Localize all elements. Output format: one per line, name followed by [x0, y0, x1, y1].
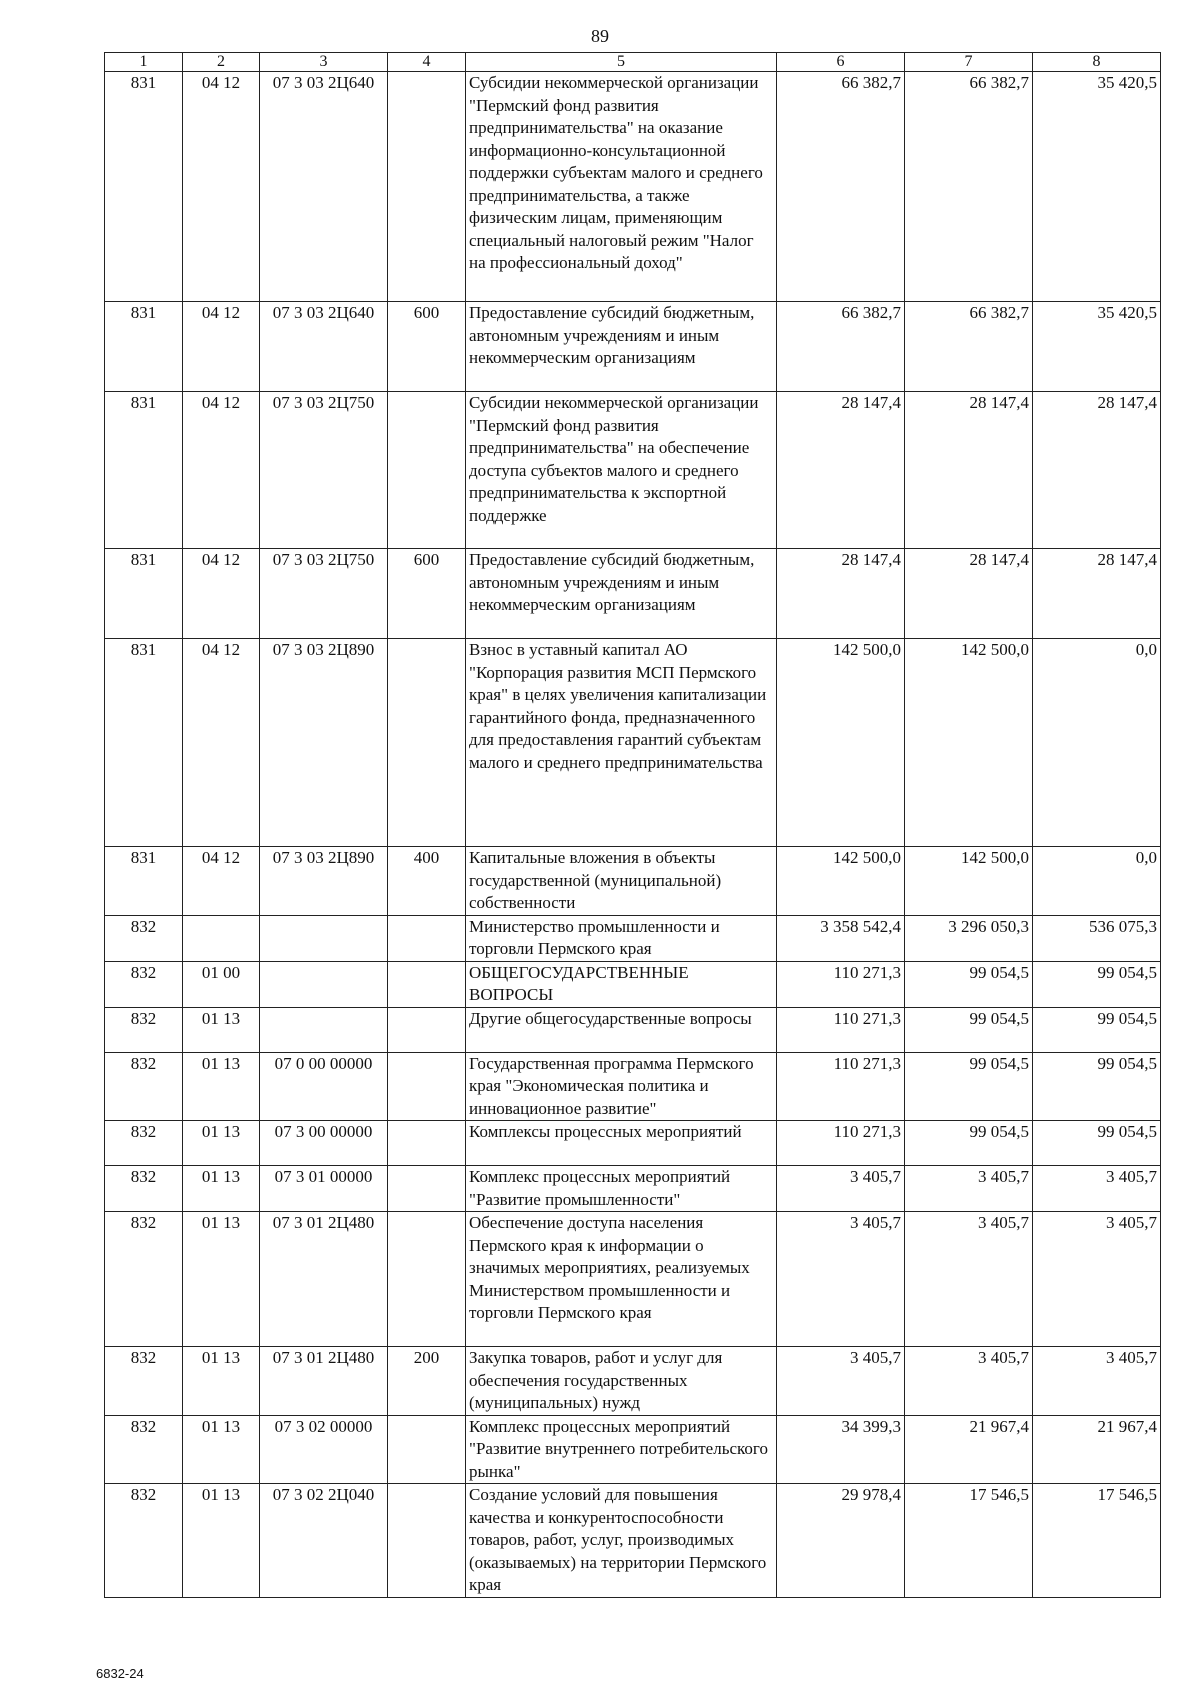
target-article-cell: 07 3 03 2Ц890: [260, 847, 388, 916]
expense-type-cell: [388, 915, 466, 961]
item-name-cell: Создание условий для повышения качества и конкурентоспособности товаров, работ, услуг, производимых (оказываемых) на территории Пермского края: [466, 1484, 777, 1598]
ministry-code-cell: 832: [105, 961, 183, 1007]
column-header: 5: [466, 53, 777, 72]
column-header: 6: [777, 53, 905, 72]
table-row: [105, 1212, 1161, 1347]
expense-type-cell: [388, 72, 466, 302]
table-row: [105, 72, 1161, 302]
section-code-cell: 04 12: [183, 72, 260, 302]
section-code-cell: 01 00: [183, 961, 260, 1007]
ministry-code-cell: 831: [105, 72, 183, 302]
item-name-cell: Министерство промышленности и торговли Пермского края: [466, 915, 777, 961]
amount-2026-cell: 3 405,7: [1033, 1212, 1161, 1347]
item-name-cell: ОБЩЕГОСУДАРСТВЕННЫЕ ВОПРОСЫ: [466, 961, 777, 1007]
section-code-cell: 01 13: [183, 1347, 260, 1416]
section-code-cell: 04 12: [183, 639, 260, 847]
target-article-cell: 07 3 01 00000: [260, 1166, 388, 1212]
amount-2026-cell: 3 405,7: [1033, 1166, 1161, 1212]
expense-type-cell: [388, 639, 466, 847]
table-row: [105, 1415, 1161, 1484]
amount-2026-cell: 28 147,4: [1033, 392, 1161, 549]
amount-2024-cell: 110 271,3: [777, 961, 905, 1007]
section-code-cell: 04 12: [183, 302, 260, 392]
amount-2025-cell: 66 382,7: [905, 302, 1033, 392]
table-row: [105, 1007, 1161, 1052]
section-code-cell: 01 13: [183, 1484, 260, 1598]
section-code-cell: 01 13: [183, 1121, 260, 1166]
amount-2025-cell: 99 054,5: [905, 1007, 1033, 1052]
amount-2026-cell: 99 054,5: [1033, 1007, 1161, 1052]
table-row: [105, 639, 1161, 847]
amount-2024-cell: 110 271,3: [777, 1007, 905, 1052]
amount-2026-cell: 99 054,5: [1033, 961, 1161, 1007]
ministry-code-cell: 832: [105, 1052, 183, 1121]
expense-type-cell: 600: [388, 302, 466, 392]
section-code-cell: 01 13: [183, 1052, 260, 1121]
ministry-code-cell: 831: [105, 549, 183, 639]
expense-type-cell: [388, 1007, 466, 1052]
section-code-cell: 04 12: [183, 392, 260, 549]
amount-2026-cell: 35 420,5: [1033, 72, 1161, 302]
section-code-cell: 01 13: [183, 1166, 260, 1212]
item-name-cell: Государственная программа Пермского края "Экономическая политика и инновационное развитие": [466, 1052, 777, 1121]
amount-2026-cell: 0,0: [1033, 847, 1161, 916]
column-header: 7: [905, 53, 1033, 72]
amount-2025-cell: 99 054,5: [905, 1052, 1033, 1121]
section-code-cell: [183, 915, 260, 961]
target-article-cell: 07 3 01 2Ц480: [260, 1347, 388, 1416]
target-article-cell: 07 3 01 2Ц480: [260, 1212, 388, 1347]
amount-2024-cell: 3 358 542,4: [777, 915, 905, 961]
amount-2025-cell: 66 382,7: [905, 72, 1033, 302]
ministry-code-cell: 831: [105, 302, 183, 392]
amount-2025-cell: 28 147,4: [905, 549, 1033, 639]
target-article-cell: 07 3 02 2Ц040: [260, 1484, 388, 1598]
amount-2025-cell: 99 054,5: [905, 1121, 1033, 1166]
amount-2025-cell: 28 147,4: [905, 392, 1033, 549]
table-row: [105, 1121, 1161, 1166]
column-header: 8: [1033, 53, 1161, 72]
amount-2024-cell: 29 978,4: [777, 1484, 905, 1598]
amount-2026-cell: 0,0: [1033, 639, 1161, 847]
expense-type-cell: [388, 961, 466, 1007]
expense-type-cell: 200: [388, 1347, 466, 1416]
ministry-code-cell: 832: [105, 915, 183, 961]
table-row: [105, 961, 1161, 1007]
target-article-cell: 07 3 03 2Ц750: [260, 549, 388, 639]
target-article-cell: 07 3 03 2Ц750: [260, 392, 388, 549]
ministry-code-cell: 831: [105, 392, 183, 549]
section-code-cell: 04 12: [183, 847, 260, 916]
target-article-cell: 07 3 03 2Ц640: [260, 72, 388, 302]
amount-2024-cell: 142 500,0: [777, 639, 905, 847]
item-name-cell: Взнос в уставный капитал АО "Корпорация развития МСП Пермского края" в целях увеличения капитализации гарантийного фонда, предназначенного для предоставления гарантий субъектам малого и среднего предпринимательства: [466, 639, 777, 847]
amount-2025-cell: 3 405,7: [905, 1212, 1033, 1347]
amount-2026-cell: 99 054,5: [1033, 1052, 1161, 1121]
section-code-cell: 01 13: [183, 1007, 260, 1052]
table-row: [105, 1484, 1161, 1598]
ministry-code-cell: 832: [105, 1121, 183, 1166]
amount-2024-cell: 28 147,4: [777, 392, 905, 549]
page-number: 89: [591, 26, 609, 46]
table-row: [105, 1347, 1161, 1416]
table-row: [105, 847, 1161, 916]
item-name-cell: Обеспечение доступа населения Пермского края к информации о значимых мероприятиях, реализуемых Министерством промышленности и торговли Пермского края: [466, 1212, 777, 1347]
column-header: 3: [260, 53, 388, 72]
amount-2024-cell: 142 500,0: [777, 847, 905, 916]
table-row: [105, 915, 1161, 961]
amount-2026-cell: 3 405,7: [1033, 1347, 1161, 1416]
column-header: 1: [105, 53, 183, 72]
ministry-code-cell: 832: [105, 1484, 183, 1598]
amount-2024-cell: 3 405,7: [777, 1166, 905, 1212]
table-row: [105, 1052, 1161, 1121]
amount-2024-cell: 110 271,3: [777, 1052, 905, 1121]
amount-2026-cell: 21 967,4: [1033, 1415, 1161, 1484]
expense-type-cell: 400: [388, 847, 466, 916]
amount-2025-cell: 3 405,7: [905, 1347, 1033, 1416]
amount-2024-cell: 28 147,4: [777, 549, 905, 639]
table-row: [105, 392, 1161, 549]
item-name-cell: Субсидии некоммерческой организации "Пермский фонд развития предпринимательства" на оказание информационно-консультационной поддержки субъектам малого и среднего предпринимательства, а также физическим лицам, применяющим специальный налоговый режим "Налог на профессиональный доход": [466, 72, 777, 302]
amount-2026-cell: 536 075,3: [1033, 915, 1161, 961]
target-article-cell: 07 3 03 2Ц890: [260, 639, 388, 847]
amount-2025-cell: 17 546,5: [905, 1484, 1033, 1598]
ministry-code-cell: 832: [105, 1166, 183, 1212]
amount-2025-cell: 3 405,7: [905, 1166, 1033, 1212]
amount-2025-cell: 3 296 050,3: [905, 915, 1033, 961]
ministry-code-cell: 831: [105, 847, 183, 916]
target-article-cell: 07 3 03 2Ц640: [260, 302, 388, 392]
section-code-cell: 04 12: [183, 549, 260, 639]
item-name-cell: Комплекс процессных мероприятий "Развитие внутреннего потребительского рынка": [466, 1415, 777, 1484]
expense-type-cell: [388, 1052, 466, 1121]
table-row: [105, 302, 1161, 392]
amount-2024-cell: 110 271,3: [777, 1121, 905, 1166]
ministry-code-cell: 832: [105, 1347, 183, 1416]
amount-2024-cell: 3 405,7: [777, 1212, 905, 1347]
section-code-cell: 01 13: [183, 1415, 260, 1484]
amount-2024-cell: 3 405,7: [777, 1347, 905, 1416]
item-name-cell: Комплексы процессных мероприятий: [466, 1121, 777, 1166]
item-name-cell: Капитальные вложения в объекты государственной (муниципальной) собственности: [466, 847, 777, 916]
document-code: 6832-24: [96, 1666, 144, 1681]
column-header: 2: [183, 53, 260, 72]
expense-type-cell: [388, 392, 466, 549]
expense-type-cell: [388, 1484, 466, 1598]
amount-2025-cell: 99 054,5: [905, 961, 1033, 1007]
amount-2024-cell: 66 382,7: [777, 302, 905, 392]
section-code-cell: 01 13: [183, 1212, 260, 1347]
amount-2024-cell: 34 399,3: [777, 1415, 905, 1484]
expense-type-cell: [388, 1212, 466, 1347]
expense-type-cell: 600: [388, 549, 466, 639]
amount-2026-cell: 35 420,5: [1033, 302, 1161, 392]
amount-2026-cell: 17 546,5: [1033, 1484, 1161, 1598]
ministry-code-cell: 832: [105, 1007, 183, 1052]
item-name-cell: Комплекс процессных мероприятий "Развитие промышленности": [466, 1166, 777, 1212]
ministry-code-cell: 831: [105, 639, 183, 847]
amount-2025-cell: 21 967,4: [905, 1415, 1033, 1484]
column-numbers-row: [105, 53, 1161, 72]
column-header: 4: [388, 53, 466, 72]
table-row: [105, 549, 1161, 639]
item-name-cell: Закупка товаров, работ и услуг для обеспечения государственных (муниципальных) нужд: [466, 1347, 777, 1416]
item-name-cell: Предоставление субсидий бюджетным, автономным учреждениям и иным некоммерческим организациям: [466, 302, 777, 392]
target-article-cell: 07 0 00 00000: [260, 1052, 388, 1121]
amount-2024-cell: 66 382,7: [777, 72, 905, 302]
budget-table: [104, 52, 1161, 1598]
expense-type-cell: [388, 1415, 466, 1484]
ministry-code-cell: 832: [105, 1212, 183, 1347]
target-article-cell: 07 3 02 00000: [260, 1415, 388, 1484]
amount-2025-cell: 142 500,0: [905, 847, 1033, 916]
table-row: [105, 1166, 1161, 1212]
item-name-cell: Предоставление субсидий бюджетным, автономным учреждениям и иным некоммерческим организациям: [466, 549, 777, 639]
target-article-cell: 07 3 00 00000: [260, 1121, 388, 1166]
target-article-cell: [260, 961, 388, 1007]
amount-2026-cell: 28 147,4: [1033, 549, 1161, 639]
amount-2025-cell: 142 500,0: [905, 639, 1033, 847]
ministry-code-cell: 832: [105, 1415, 183, 1484]
item-name-cell: Другие общегосударственные вопросы: [466, 1007, 777, 1052]
item-name-cell: Субсидии некоммерческой организации "Пермский фонд развития предпринимательства" на обеспечение доступа субъектов малого и среднего предпринимательства к экспортной поддержке: [466, 392, 777, 549]
target-article-cell: [260, 1007, 388, 1052]
target-article-cell: [260, 915, 388, 961]
expense-type-cell: [388, 1166, 466, 1212]
amount-2026-cell: 99 054,5: [1033, 1121, 1161, 1166]
expense-type-cell: [388, 1121, 466, 1166]
